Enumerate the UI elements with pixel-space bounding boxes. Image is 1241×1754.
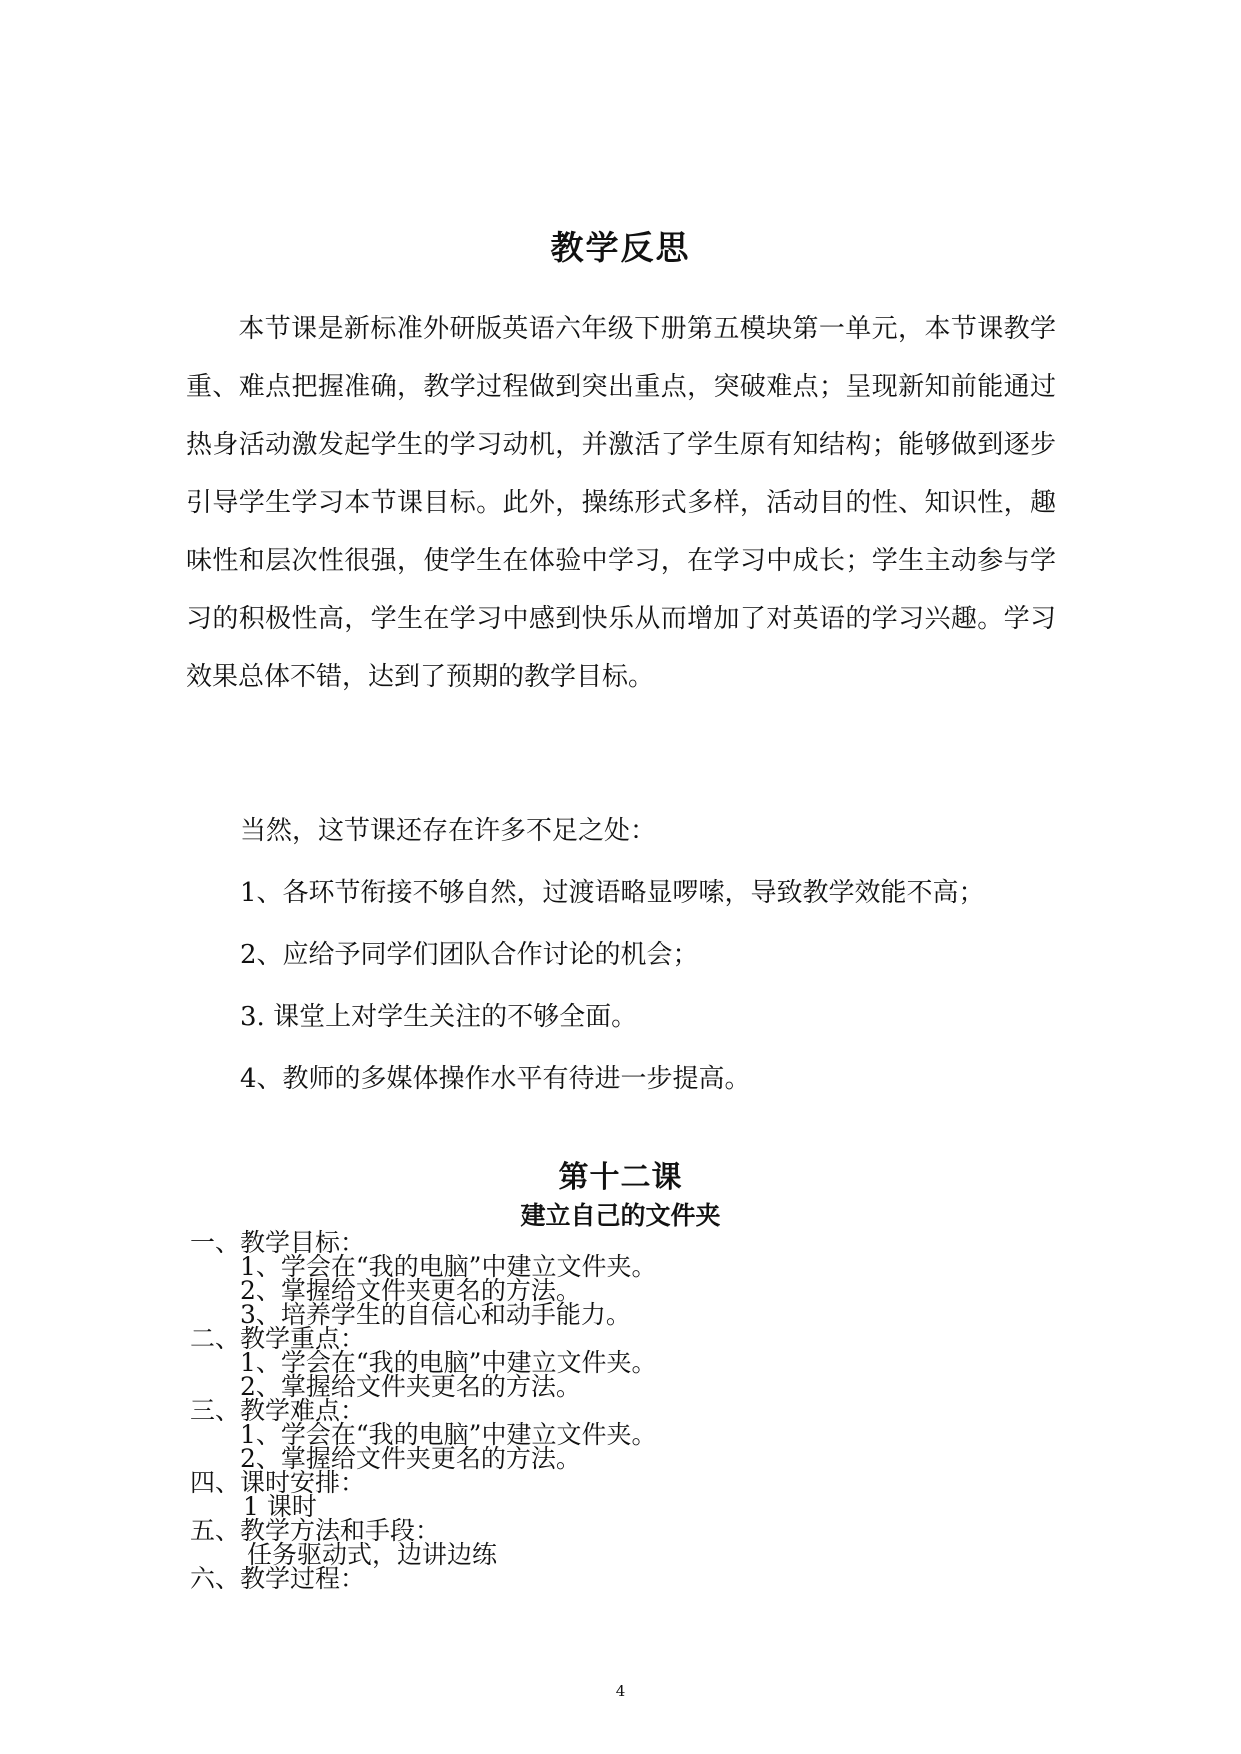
shortcomings-intro: 当然，这节课还存在许多不足之处： (240, 816, 657, 846)
outline-item: 3、培养学生的自信心和动手能力。 (240, 1300, 631, 1329)
outline-heading-schedule: 四、课时安排： (190, 1468, 366, 1497)
outline-item: 1 课时 (243, 1492, 317, 1521)
outline-heading-key-points: 二、教学重点： (190, 1324, 366, 1353)
outline-item: 1、学会在“我的电脑”中建立文件夹。 (240, 1420, 657, 1449)
lesson-title: 第十二课 (558, 1160, 683, 1195)
outline-item: 2、掌握给文件夹更名的方法。 (240, 1444, 581, 1473)
shortcoming-item: 4、教师的多媒体操作水平有待进一步提高。 (240, 1064, 751, 1094)
shortcoming-item: 2、应给予同学们团队合作讨论的机会； (240, 940, 699, 970)
reflection-paragraph (186, 300, 1056, 706)
outline-item: 1、学会在“我的电脑”中建立文件夹。 (240, 1252, 657, 1281)
page-number: 4 (615, 1682, 626, 1700)
reflection-title: 教学反思 (550, 228, 691, 267)
outline-item: 1、学会在“我的电脑”中建立文件夹。 (240, 1348, 657, 1377)
reflection-paragraph-text: 本节课是新标准外研版英语六年级下册第五模块第一单元，本节课教学重、难点把握准确，教学过程做到突出重点，突破难点；呈现新知前能通过热身活动激发起学生的学习动机，并激活了学生原有知结构；能够做到逐步引导学生学习本节课目标。此外，操练形式多样，活动目的性、知识性，趣味性和层次性很强，使学生在体验中学习，在学习中成长；学生主动参与学习的积极性高，学生在学习中感到快乐从而增加了对英语的学习兴趣。学习效果总体不错，达到了预期的教学目标。 (186, 314, 1056, 692)
outline-heading-objectives: 一、教学目标： (190, 1228, 366, 1257)
lesson-subtitle: 建立自己的文件夹 (520, 1201, 721, 1230)
shortcoming-item: 1、各环节衔接不够自然，过渡语略显啰嗦，导致教学效能不高； (240, 878, 985, 908)
shortcoming-item: 3. 课堂上对学生关注的不够全面。 (240, 1002, 638, 1032)
outline-item: 2、掌握给文件夹更名的方法。 (240, 1276, 581, 1305)
outline-heading-difficulties: 三、教学难点： (190, 1396, 366, 1425)
outline-heading-methods: 五、教学方法和手段： (190, 1516, 441, 1545)
outline-heading-process: 六、教学过程： (190, 1564, 366, 1593)
outline-item: 任务驱动式，边讲边练 (247, 1540, 498, 1569)
outline-item: 2、掌握给文件夹更名的方法。 (240, 1372, 581, 1401)
